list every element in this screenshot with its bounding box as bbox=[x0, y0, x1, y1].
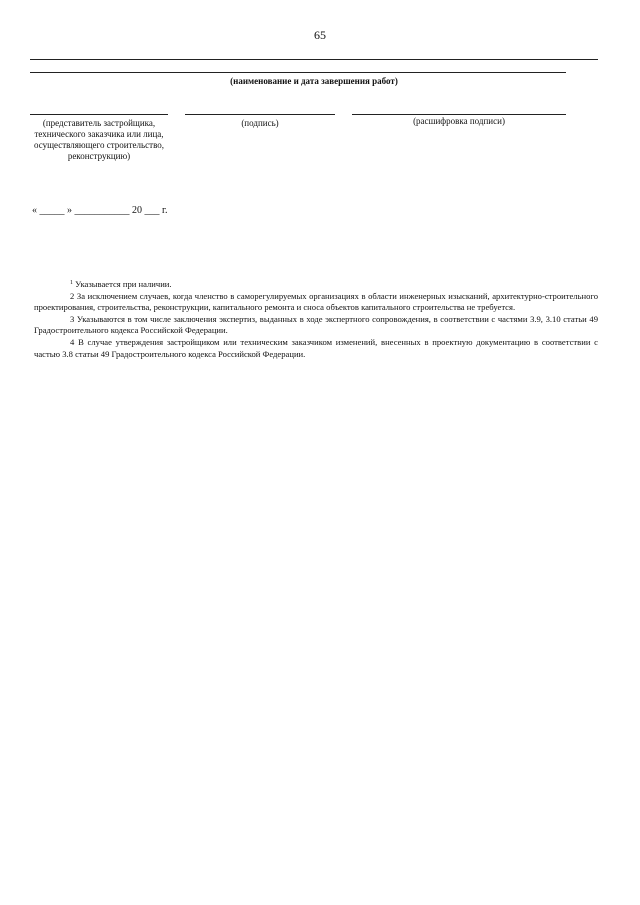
signature-line bbox=[185, 114, 335, 115]
footnote-text: Указывается при наличии. bbox=[75, 279, 172, 289]
signature-caption: (подпись) bbox=[241, 118, 279, 128]
footnote-text: В случае утверждения застройщиком или техническим заказчиком изменений, внесенных в проектную документацию в соответствии с частью 3.8 статьи 49 Градостроительного кодекса Российской Федерации. bbox=[34, 336, 598, 359]
footnote-4 bbox=[34, 337, 598, 360]
footnote-marker: 3 bbox=[70, 313, 75, 324]
footnote-3 bbox=[34, 314, 598, 337]
footnote-marker: 1 bbox=[70, 280, 73, 286]
decoding-line bbox=[352, 114, 566, 115]
work-name-line-2 bbox=[30, 72, 566, 73]
footnote-1 bbox=[34, 278, 598, 291]
footnote-marker: 2 bbox=[70, 290, 75, 301]
representative-line bbox=[30, 114, 168, 115]
work-name-line-1 bbox=[30, 59, 598, 60]
representative-caption: (представитель застройщика, технического заказчика или лица, осуществляющего строительство, реконструкцию) bbox=[33, 118, 165, 161]
footnote-text: Указываются в том числе заключения экспертиз, выданных в ходе экспертного сопровождения, в соответствии с частями 3.9, 3.10 статьи 49 Градостроительного кодекса Российской Федерации. bbox=[34, 313, 598, 336]
footnotes bbox=[34, 278, 598, 360]
footnote-2 bbox=[34, 291, 598, 314]
date-line: « _____ » ___________ 20 ___ г. bbox=[32, 205, 168, 216]
work-caption: (наименование и дата завершения работ) bbox=[230, 76, 398, 86]
decoding-caption: (расшифровка подписи) bbox=[413, 116, 505, 126]
page-number: 65 bbox=[314, 28, 326, 42]
footnote-text: За исключением случаев, когда членство в саморегулируемых организациях в области инженерных изысканий, архитектурно-строительного проектирования, строительства, реконструкции, капитального ремонта и сноса объектов капитального строительства не требуется. bbox=[34, 290, 598, 313]
footnote-marker: 4 bbox=[70, 336, 75, 347]
